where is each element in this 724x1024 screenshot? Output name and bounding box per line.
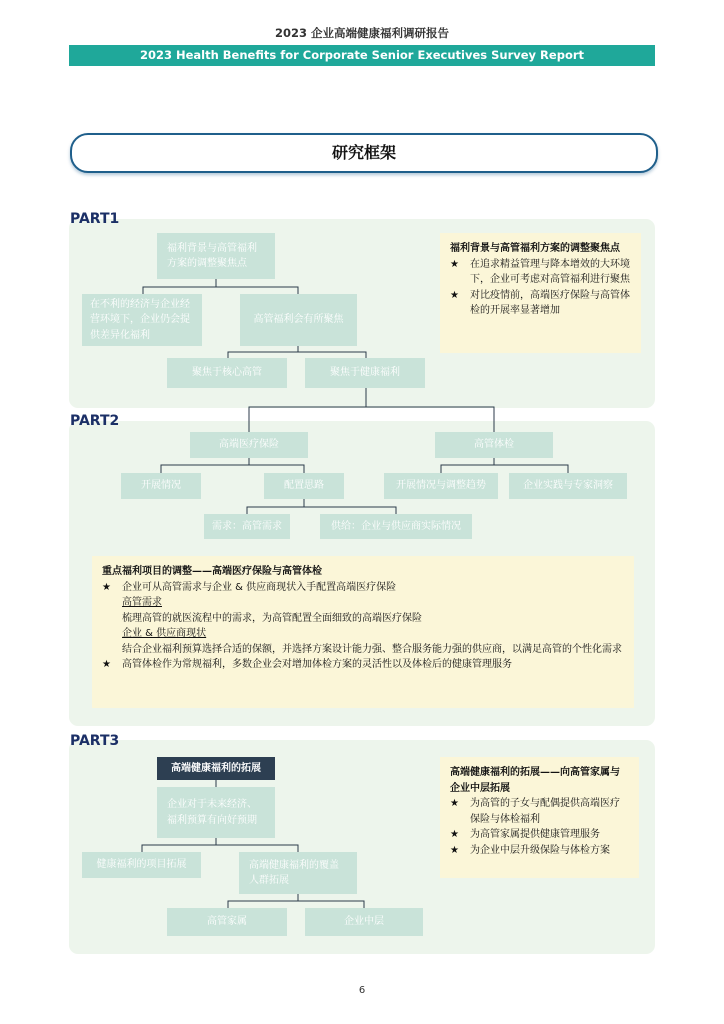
star-icon: ★: [102, 581, 111, 593]
part2-exam-trend: 开展情况与调整趋势: [384, 473, 498, 499]
star-icon: ★: [450, 289, 459, 301]
part2-node-exec-checkup: 高管体检: [435, 432, 553, 458]
part2-med-config: 配置思路: [264, 473, 344, 499]
connector: [142, 838, 216, 852]
connector: [228, 346, 298, 358]
part3-left-node: 健康福利的项目拓展: [82, 852, 201, 878]
part3-second-node: 企业对于未来经济、福利预算有向好预期: [157, 787, 275, 838]
part2-note-sub-text: 结合企业福利预算选择合适的保额，并选择方案设计能力强、整合服务能力强的供应商，以满足高管的个性化需求: [122, 643, 622, 655]
connector: [298, 901, 364, 908]
part3-note-item: [450, 796, 629, 827]
part2-note-item: [102, 580, 624, 596]
connector: [143, 279, 216, 294]
star-icon: ★: [450, 844, 459, 856]
star-icon: ★: [450, 829, 459, 840]
part2-supply-node: 供给：企业与供应商实际情况: [320, 514, 472, 539]
part3-right-node: 高端健康福利的覆盖人群拓展: [239, 852, 357, 894]
connector: [441, 458, 494, 473]
star-icon: ★: [450, 798, 459, 809]
part3-label: PART3: [70, 733, 120, 749]
part3-note-item: [450, 827, 629, 843]
connector: [304, 507, 396, 514]
part1-left-node: 在不利的经济与企业经营环境下，企业仍会提供差异化福利: [82, 294, 202, 346]
part2-note-item: [102, 657, 624, 673]
header-title-en: 2023 Health Benefits for Corporate Senior Executives Survey Report: [139, 48, 585, 62]
connector: [494, 465, 568, 473]
connector: [228, 894, 298, 908]
part3-note-title: 高端健康福利的拓展——向高管家属与企业中层拓展: [450, 767, 620, 794]
part2-note-item-text: 高管体检作为常规福利，多数企业会对增加体检方案的灵活性以及体检后的健康管理服务: [122, 659, 512, 670]
part2-demand-node: 需求：高管需求: [204, 514, 290, 539]
part2-note: [92, 556, 634, 708]
part3-note-item-text: 为企业中层升级保险与体检方案: [470, 844, 610, 856]
part3-leaf-middle-mgmt: 企业中层: [305, 908, 423, 936]
part1-note-item-text: 在追求精益管理与降本增效的大环境下，企业可考虑对高管福利进行聚焦: [470, 258, 630, 285]
part2-note-sub-text: 梳理高管的就医流程中的需求，为高管配置全面细致的高端医疗保险: [122, 612, 422, 624]
part1-right-node: 高管福利会有所聚焦: [240, 294, 357, 346]
connector: [161, 458, 249, 473]
connector: [249, 465, 304, 473]
part2-note-sub-title: 高管需求: [122, 597, 162, 608]
header-title-cn: 2023 企业高端健康福利调研报告: [274, 26, 449, 40]
connector: [216, 287, 298, 294]
part2-node-premium-medical: 高端医疗保险: [190, 432, 308, 458]
part3-root-node: 高端健康福利的拓展: [157, 757, 275, 780]
connector: [249, 388, 366, 432]
part2-note-title: 重点福利项目的调整——高端医疗保险与高管体检: [102, 566, 322, 577]
part1-root-node: 福利背景与高管福利方案的调整聚焦点: [157, 233, 275, 279]
page-number: 6: [358, 985, 366, 996]
star-icon: ★: [102, 659, 111, 670]
part1-leaf-core-execs: 聚焦于核心高管: [167, 358, 287, 388]
section-title: 研究框架: [331, 143, 396, 162]
part3-note-item-text: 为高管家属提供健康管理服务: [470, 829, 600, 840]
part3-note-item-text: 为高管的子女与配偶提供高端医疗保险与体检福利: [470, 798, 620, 825]
connector: [247, 499, 304, 514]
part3-note-item: [450, 843, 629, 859]
part1-label: PART1: [70, 211, 120, 227]
connector: [216, 845, 298, 852]
part1-note-title: 福利背景与高管福利方案的调整聚焦点: [450, 243, 620, 254]
part3-leaf-families: 高管家属: [167, 908, 287, 936]
part2-note-sub-title: 企业 & 供应商现状: [122, 628, 207, 639]
part2-med-status: 开展情况: [121, 473, 201, 499]
part2-exam-practice: 企业实践与专家洞察: [509, 473, 627, 499]
part1-note: [440, 233, 641, 353]
part1-note-item: [450, 257, 631, 288]
part1-leaf-health-benefits: 聚焦于健康福利: [305, 358, 425, 388]
part3-note: [440, 757, 639, 878]
star-icon: ★: [450, 258, 459, 270]
part1-note-item-text: 对比疫情前，高端医疗保险与高管体检的开展率显著增加: [470, 289, 630, 316]
part2-label: PART2: [70, 413, 120, 429]
part1-note-item: [450, 288, 631, 319]
connector: [249, 407, 494, 432]
part2-note-item-text: 企业可从高管需求与企业 & 供应商现状入手配置高端医疗保险: [122, 581, 397, 593]
